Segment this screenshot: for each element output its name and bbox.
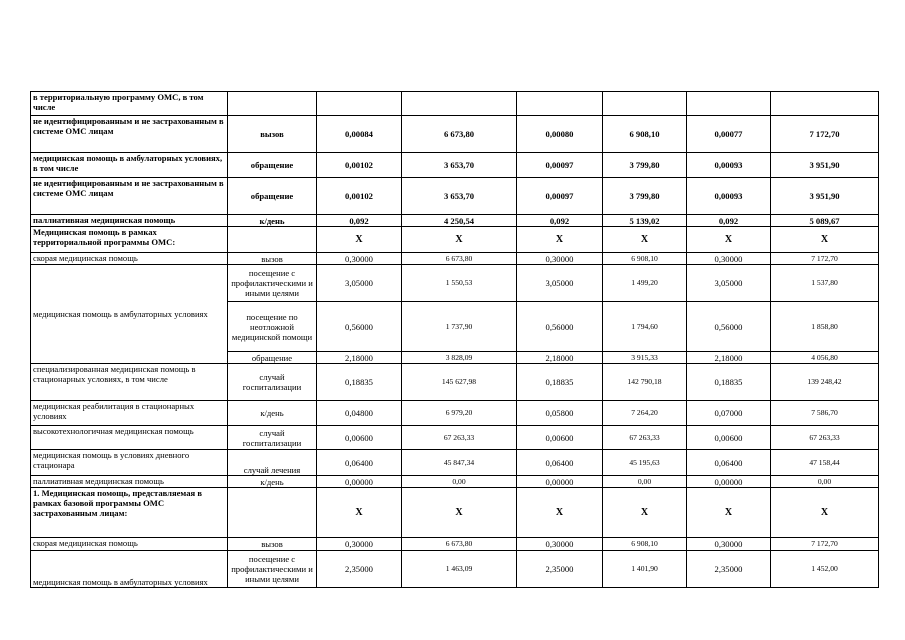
- x-mark: X: [317, 227, 402, 253]
- value-cell: 0,04800: [317, 401, 402, 426]
- row-name: медицинская помощь в амбулаторных условиях: [31, 551, 228, 588]
- value-cell: 2,35000: [687, 551, 771, 588]
- table-row: [31, 265, 879, 302]
- value-cell: 3,05000: [317, 265, 402, 302]
- value-cell: 67 263,33: [402, 426, 517, 450]
- value-cell: 2,18000: [687, 352, 771, 364]
- unit-cell: случай лечения: [228, 450, 317, 476]
- value-cell: 2,18000: [317, 352, 402, 364]
- x-mark: X: [603, 227, 687, 253]
- unit-cell: вызов: [228, 253, 317, 265]
- value-cell: 0,00600: [317, 426, 402, 450]
- unit-cell: случай госпитализации: [228, 426, 317, 450]
- value-cell: 0,30000: [687, 538, 771, 551]
- value-cell: 45 847,34: [402, 450, 517, 476]
- x-mark: X: [402, 227, 517, 253]
- value-cell: 6 673,80: [402, 116, 517, 153]
- unit-cell: обращение: [228, 178, 317, 215]
- value-cell: 0,00: [402, 476, 517, 488]
- value-cell: 0,092: [317, 215, 402, 227]
- value-cell: 6 673,80: [402, 253, 517, 265]
- value-cell: 45 195,63: [603, 450, 687, 476]
- row-name: медицинская помощь в условиях дневного стационара: [31, 450, 228, 476]
- value-cell: 7 586,70: [771, 401, 879, 426]
- table-row: [31, 153, 879, 178]
- unit-cell: к/день: [228, 476, 317, 488]
- value-cell: 0,00: [771, 476, 879, 488]
- value-cell: 6 908,10: [603, 116, 687, 153]
- value-cell: 0,06400: [317, 450, 402, 476]
- value-cell: 4 250,54: [402, 215, 517, 227]
- value-cell: 0,30000: [517, 253, 603, 265]
- value-cell: [517, 92, 603, 116]
- value-cell: 3 951,90: [771, 153, 879, 178]
- value-cell: 0,18835: [687, 364, 771, 401]
- value-cell: 0,00600: [687, 426, 771, 450]
- table-row: [31, 253, 879, 265]
- table-row: [31, 401, 879, 426]
- table-row: [31, 476, 879, 488]
- value-cell: 0,06400: [687, 450, 771, 476]
- table-row: [31, 116, 879, 153]
- value-cell: 2,35000: [317, 551, 402, 588]
- table-row: [31, 551, 879, 588]
- unit-cell: посещение по неотложной медицинской помощи: [228, 302, 317, 352]
- value-cell: 0,00600: [517, 426, 603, 450]
- value-cell: 0,05800: [517, 401, 603, 426]
- unit-cell: вызов: [228, 538, 317, 551]
- value-cell: 0,00084: [317, 116, 402, 153]
- row-name: паллиативная медицинская помощь: [31, 215, 228, 227]
- value-cell: 1 537,80: [771, 265, 879, 302]
- value-cell: 139 248,42: [771, 364, 879, 401]
- value-cell: 0,07000: [687, 401, 771, 426]
- value-cell: 0,56000: [317, 302, 402, 352]
- x-mark: X: [317, 488, 402, 538]
- value-cell: [603, 92, 687, 116]
- value-cell: 1 452,00: [771, 551, 879, 588]
- unit-cell: [228, 488, 317, 538]
- row-name: медицинская помощь в амбулаторных условиях, в том числе: [31, 153, 228, 178]
- section-title: Медицинская помощь в рамках территориальной программы ОМС:: [31, 227, 228, 253]
- value-cell: 0,00077: [687, 116, 771, 153]
- x-mark: X: [603, 488, 687, 538]
- section-row: [31, 227, 879, 253]
- value-cell: 0,06400: [517, 450, 603, 476]
- value-cell: 3 951,90: [771, 178, 879, 215]
- value-cell: 0,00: [603, 476, 687, 488]
- value-cell: 1 499,20: [603, 265, 687, 302]
- value-cell: 4 056,80: [771, 352, 879, 364]
- x-mark: X: [771, 227, 879, 253]
- value-cell: 1 463,09: [402, 551, 517, 588]
- value-cell: [687, 92, 771, 116]
- x-mark: X: [687, 488, 771, 538]
- value-cell: 0,30000: [317, 253, 402, 265]
- value-cell: 2,35000: [517, 551, 603, 588]
- value-cell: 0,00000: [687, 476, 771, 488]
- value-cell: 0,00093: [687, 178, 771, 215]
- row-name: скорая медицинская помощь: [31, 538, 228, 551]
- value-cell: 145 627,98: [402, 364, 517, 401]
- value-cell: 0,00102: [317, 178, 402, 215]
- value-cell: 0,56000: [687, 302, 771, 352]
- unit-cell: обращение: [228, 153, 317, 178]
- value-cell: 6 908,10: [603, 538, 687, 551]
- value-cell: 5 139,02: [603, 215, 687, 227]
- row-name: не идентифицированным и не застрахованным в системе ОМС лицам: [31, 116, 228, 153]
- unit-cell: к/день: [228, 215, 317, 227]
- value-cell: 0,00102: [317, 153, 402, 178]
- value-cell: 1 858,80: [771, 302, 879, 352]
- row-name: в территориальную программу ОМС, в том числе: [31, 92, 228, 116]
- unit-cell: посещение с профилактическими и иными целями: [228, 265, 317, 302]
- value-cell: 2,18000: [517, 352, 603, 364]
- value-cell: [402, 92, 517, 116]
- value-cell: 3 828,09: [402, 352, 517, 364]
- value-cell: 7 172,70: [771, 538, 879, 551]
- row-name: медицинская реабилитация в стационарных условиях: [31, 401, 228, 426]
- x-mark: X: [402, 488, 517, 538]
- data-table: [30, 91, 879, 588]
- value-cell: 7 172,70: [771, 116, 879, 153]
- value-cell: 0,00000: [517, 476, 603, 488]
- value-cell: 1 550,53: [402, 265, 517, 302]
- value-cell: 67 263,33: [603, 426, 687, 450]
- table-row: [31, 92, 879, 116]
- table-row: [31, 215, 879, 227]
- value-cell: 3 799,80: [603, 153, 687, 178]
- value-cell: 1 737,90: [402, 302, 517, 352]
- value-cell: [771, 92, 879, 116]
- value-cell: 5 089,67: [771, 215, 879, 227]
- value-cell: 3 799,80: [603, 178, 687, 215]
- value-cell: 3 915,33: [603, 352, 687, 364]
- value-cell: 0,00093: [687, 153, 771, 178]
- value-cell: 0,30000: [517, 538, 603, 551]
- value-cell: 67 263,33: [771, 426, 879, 450]
- value-cell: 0,092: [517, 215, 603, 227]
- row-name: не идентифицированным и не застрахованным в системе ОМС лицам: [31, 178, 228, 215]
- value-cell: 1 401,90: [603, 551, 687, 588]
- x-mark: X: [771, 488, 879, 538]
- row-name: паллиативная медицинская помощь: [31, 476, 228, 488]
- unit-cell: [228, 227, 317, 253]
- x-mark: X: [517, 488, 603, 538]
- row-name: высокотехнологичная медицинская помощь: [31, 426, 228, 450]
- value-cell: 0,30000: [317, 538, 402, 551]
- unit-cell: [228, 92, 317, 116]
- table-row: [31, 178, 879, 215]
- value-cell: 0,18835: [517, 364, 603, 401]
- unit-cell: посещение с профилактическими и иными целями: [228, 551, 317, 588]
- section-row: [31, 488, 879, 538]
- value-cell: 3 653,70: [402, 178, 517, 215]
- table-row: [31, 364, 879, 401]
- row-name: специализированная медицинская помощь в стационарных условиях, в том числе: [31, 364, 228, 401]
- value-cell: 6 979,20: [402, 401, 517, 426]
- x-mark: X: [687, 227, 771, 253]
- value-cell: 7 172,70: [771, 253, 879, 265]
- row-name: медицинская помощь в амбулаторных условиях: [31, 265, 228, 364]
- value-cell: 47 158,44: [771, 450, 879, 476]
- row-name: скорая медицинская помощь: [31, 253, 228, 265]
- value-cell: [317, 92, 402, 116]
- value-cell: 7 264,20: [603, 401, 687, 426]
- value-cell: 0,30000: [687, 253, 771, 265]
- value-cell: 0,00097: [517, 153, 603, 178]
- value-cell: 3,05000: [517, 265, 603, 302]
- unit-cell: случай госпитализации: [228, 364, 317, 401]
- value-cell: 6 673,80: [402, 538, 517, 551]
- unit-cell: вызов: [228, 116, 317, 153]
- section-title: 1. Медицинская помощь, представляемая в рамках базовой программы ОМС застрахованным лицам:: [31, 488, 228, 538]
- value-cell: 0,092: [687, 215, 771, 227]
- value-cell: 0,00097: [517, 178, 603, 215]
- table-row: [31, 426, 879, 450]
- value-cell: 0,56000: [517, 302, 603, 352]
- x-mark: X: [517, 227, 603, 253]
- value-cell: 0,18835: [317, 364, 402, 401]
- value-cell: 6 908,10: [603, 253, 687, 265]
- value-cell: 0,00000: [317, 476, 402, 488]
- value-cell: 3,05000: [687, 265, 771, 302]
- value-cell: 142 790,18: [603, 364, 687, 401]
- value-cell: 3 653,70: [402, 153, 517, 178]
- value-cell: 0,00080: [517, 116, 603, 153]
- unit-cell: обращение: [228, 352, 317, 364]
- value-cell: 1 794,60: [603, 302, 687, 352]
- unit-cell: к/день: [228, 401, 317, 426]
- table-row: [31, 450, 879, 476]
- table-row: [31, 538, 879, 551]
